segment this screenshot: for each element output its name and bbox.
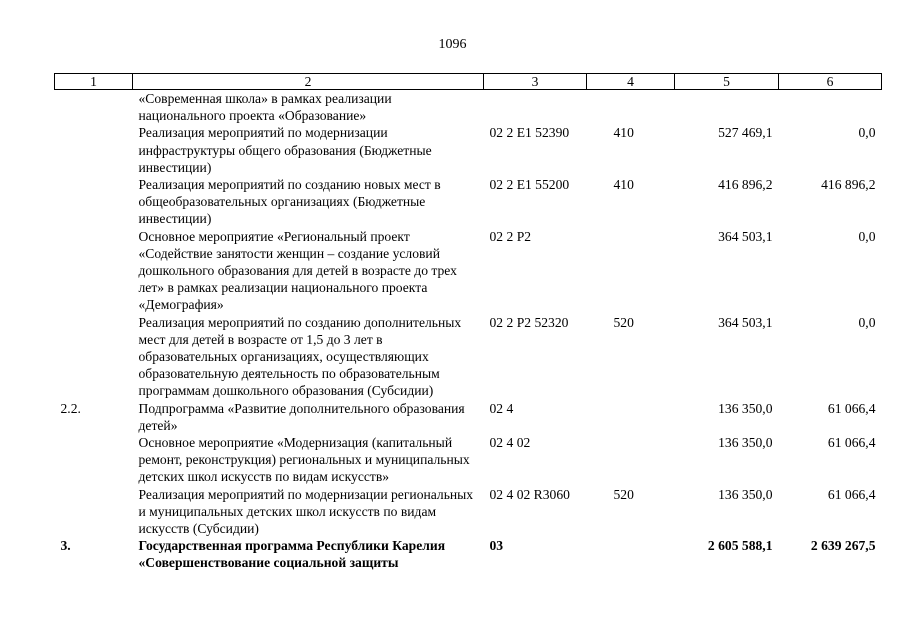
row-code: 02 2 P2 52320 bbox=[489, 314, 569, 330]
row-amount-2 bbox=[779, 90, 882, 125]
table-row bbox=[55, 400, 882, 434]
row-name: Реализация мероприятий по созданию новых мест в общеобразовательных организациях (Бюджетные инвестиции) bbox=[138, 177, 441, 227]
column-header: 5 bbox=[675, 74, 779, 90]
row-number bbox=[55, 176, 133, 228]
row-number bbox=[55, 228, 133, 314]
row-expense-type bbox=[587, 434, 675, 486]
table-row bbox=[55, 434, 882, 486]
table-header bbox=[55, 74, 882, 90]
row-code bbox=[484, 90, 587, 125]
row-number bbox=[55, 314, 133, 400]
row-amount-2: 2 639 267,5 bbox=[810, 538, 876, 554]
table-row bbox=[55, 124, 882, 176]
row-number bbox=[55, 124, 133, 176]
table-row bbox=[55, 314, 882, 400]
row-amount-2: 0,0 bbox=[858, 125, 876, 141]
row-expense-type: 520 bbox=[613, 314, 634, 330]
row-amount-1: 364 503,1 bbox=[718, 228, 773, 244]
row-amount-2: 61 066,4 bbox=[827, 486, 876, 502]
row-name: Реализация мероприятий по модернизации региональных и муниципальных детских школ искусств по видам искусств (Субсидии) bbox=[138, 486, 474, 537]
row-number bbox=[55, 90, 133, 125]
row-expense-type: 410 bbox=[613, 177, 634, 193]
row-name: Основное мероприятие «Модернизация (капитальный ремонт, реконструкция) региональных и муниципальных детских школ искусств по видам искусств» bbox=[138, 435, 470, 485]
row-name: Подпрограмма «Развитие дополнительного образования детей» bbox=[138, 400, 465, 433]
row-amount-1: 416 896,2 bbox=[718, 177, 773, 193]
row-amount-2: 0,0 bbox=[858, 228, 876, 244]
row-amount-1: 527 469,1 bbox=[718, 125, 773, 141]
row-code: 02 4 bbox=[489, 400, 514, 416]
row-amount-1: 2 605 588,1 bbox=[707, 538, 773, 554]
row-code: 02 2 E1 52390 bbox=[489, 125, 570, 141]
table-row bbox=[55, 486, 882, 538]
row-code: 02 4 02 R3060 bbox=[489, 486, 570, 502]
table-body bbox=[55, 90, 882, 572]
table-row bbox=[55, 176, 882, 228]
row-name: «Современная школа» в рамках реализации национального проекта «Образование» bbox=[138, 91, 392, 124]
budget-table bbox=[54, 73, 882, 572]
row-name: Основное мероприятие «Региональный проект «Содействие занятости женщин – создание условий дошкольного образования для детей в возрасте до трех лет» в рамках реализации национального проекта «Демография» bbox=[138, 228, 457, 313]
row-code: 02 2 E1 55200 bbox=[489, 177, 570, 193]
column-header: 6 bbox=[779, 74, 882, 90]
row-amount-1 bbox=[675, 90, 779, 125]
column-header: 3 bbox=[484, 74, 587, 90]
row-amount-1: 364 503,1 bbox=[718, 314, 773, 330]
row-amount-1: 136 350,0 bbox=[718, 400, 773, 416]
column-header: 4 bbox=[587, 74, 675, 90]
row-expense-type bbox=[587, 400, 675, 434]
row-amount-2: 416 896,2 bbox=[821, 177, 876, 193]
row-number bbox=[55, 434, 133, 486]
row-code: 03 bbox=[489, 538, 504, 554]
row-name: Реализация мероприятий по модернизации инфраструктуры общего образования (Бюджетные инвестиции) bbox=[138, 125, 432, 175]
table-row bbox=[55, 537, 882, 571]
row-expense-type bbox=[587, 228, 675, 314]
column-header: 1 bbox=[55, 74, 133, 90]
row-code: 02 4 02 bbox=[489, 435, 531, 451]
row-amount-2: 0,0 bbox=[858, 314, 876, 330]
row-expense-type bbox=[587, 90, 675, 125]
row-amount-2: 61 066,4 bbox=[827, 435, 876, 451]
row-amount-2: 61 066,4 bbox=[827, 400, 876, 416]
row-number bbox=[55, 486, 133, 538]
row-name: Государственная программа Республики Карелия «Совершенствование социальной защиты bbox=[138, 538, 446, 571]
table-row bbox=[55, 90, 882, 125]
page-number: 1096 bbox=[438, 37, 467, 52]
column-header: 2 bbox=[133, 74, 484, 90]
table-row bbox=[55, 228, 882, 314]
row-expense-type: 410 bbox=[613, 125, 634, 141]
row-number: 2.2. bbox=[60, 400, 81, 416]
row-number: 3. bbox=[60, 538, 71, 554]
row-amount-1: 136 350,0 bbox=[718, 486, 773, 502]
header-row bbox=[55, 74, 882, 90]
row-expense-type: 520 bbox=[613, 486, 634, 502]
row-name: Реализация мероприятий по созданию дополнительных мест для детей в возрасте от 1,5 до 3 лет в образовательных организациях, осуществляющих образовательную деятельность по образовательным программам дошкольного образования (Субсидии) bbox=[138, 314, 462, 399]
row-code: 02 2 P2 bbox=[489, 228, 532, 244]
row-expense-type bbox=[587, 537, 675, 571]
row-amount-1: 136 350,0 bbox=[718, 435, 773, 451]
